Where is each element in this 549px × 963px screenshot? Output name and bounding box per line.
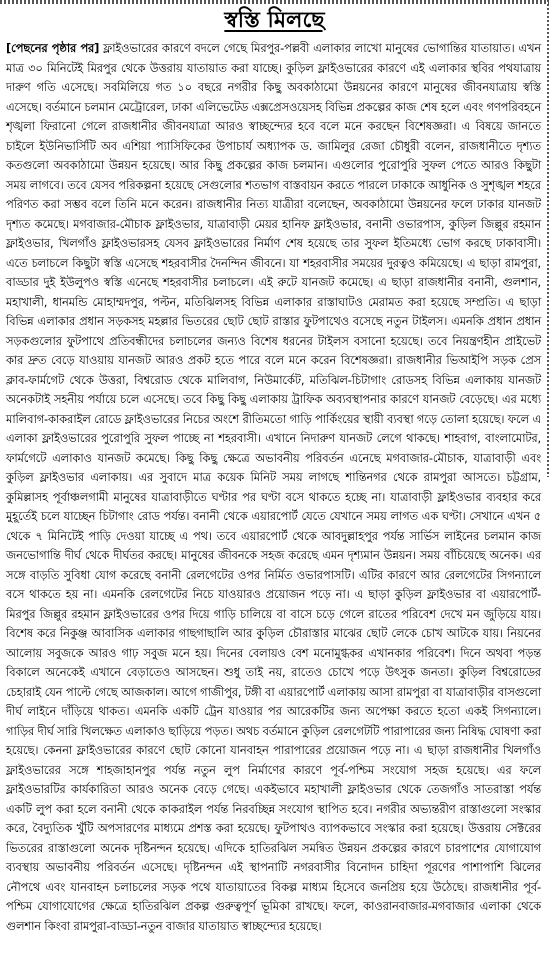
article-body bbox=[6, 39, 541, 936]
continued-from-back-page-label: [পেছনের পৃষ্ঠার পর] bbox=[6, 41, 100, 55]
article-headline: স্বস্তি মিলছে bbox=[224, 8, 325, 33]
top-dotted-separator bbox=[0, 0, 549, 4]
article-text: ফ্লাইওভারের কারণে বদলে গেছে মিরপুর-পল্লবী এলাকার লাখো মানুষের ভোগান্তির যাতায়াত। এখন মাত্র ৩০ মিনিটেই মিরপুর থেকে উত্তরায় যাতায়াত করা যাচ্ছে। কুড়িল ফ্লাইওভারের কারণে এই এলাকার স্থবির পথযাত্রায় দারুণ গতি এসেছে। সবমিলিয়ে গত ১০ বছরে নগরীর কিছু অবকাঠামো উন্নয়নের কারণে মানুষের জীবনযাত্রায় স্বস্তি এসেছে। বর্তমানে চলমান মেট্রোরেল, ঢাকা এলিভেটেড এক্সপ্রেসওয়েসহ বিভিন্ন প্রকল্পের কাজ শেষ হলে এবং গণপরিবহনে শৃঙ্খলা ফিরানো গেলে রাজধানীর জীবনযাত্রা আরও স্বাচ্ছন্দ্যের হবে বলে মনে করছেন বিশেষজ্ঞরা। এ বিষয়ে জানতে চাইলে ইউনিভার্সিটি অব এশিয়া প্যাসিফিকের উপাচার্য অধ্যাপক ড. জামিলুর রেজা চৌধুরী বলেন, রাজধানীতে দৃশ্যত কতগুলো অবকাঠামো উন্নয়ন হয়েছে। আর কিছু প্রকল্পের কাজ চলমান। এগুলোর পুরোপুরি সুফল পেতে আরও কিছুটা সময় লাগবে। তবে যেসব পরিকল্পনা হয়েছে সেগুলোর শতভাগ বাস্তবায়ন করতে পারলে ঢাকাকে আধুনিক ও সুশৃঙ্খল শহরে পরিণত করা সম্ভব বলে তিনি মনে করেন। রাজধানীর নিত্য যাত্রীরা বলেছেন, অবকাঠামো উন্নয়নের ফলে ঢাকার যানজট দৃশ্যত কমেছে। মগবাজার-মৌচাক ফ্লাইওভার, যাত্রাবাড়ী মেয়র হানিফ ফ্লাইওভার, বনানী ওভারপাস, কুড়িল জিল্লুর রহমান ফ্লাইওভার, খিলগাঁও ফ্লাইওভারসহ যেসব ফ্লাইওভারের নির্মাণ শেষ হয়েছে তার সুফল ইতিমধ্যে ভোগ করছে ঢাকাবাসী। এতে চলাচলে কিছুটা স্বস্তি এসেছে শহরবাসীর দৈনন্দিন জীবনে। যা শহরবাসীর সময়ের দুরত্বও কমিয়েছে। এ ছাড়া রামপুরা, বাড্ডার দুই ইউলুপও স্বস্তি এনেছে শহরবাসীর চলাচলে। এই রুটে যানজট কমেছে। এ ছাড়া রাজধানীর বনানী, গুলশান, মহাখালী, ধানমন্ডি মোহাম্মদপুর, পল্টন, মতিঝিলসহ বিভিন্ন এলাকার রাস্তাঘাটও মেরামত করা হয়েছে সম্প্রতি। এ ছাড়া বিভিন্ন এলাকার প্রধান সড়কসহ মহল্লার ভিতরের ছোট ছোট রাস্তার ফুটপাথেও বসেছে নতুন টাইলস। এমনকি প্রধান প্রধান সড়কগুলোর ফুটপাথে প্রতিবন্ধীদের চলাচলের জন্যও বিশেষ ধরনের টাইলস বসানো হয়েছে। তবে নিয়ন্ত্রণহীন প্রাইভেট কার দ্রুত বেড়ে যাওয়ায় যানজট আরও প্রকট হতে পারে বলে মনে করেন বিশেষজ্ঞরা। রাজধানীর ভিআইপি সড়ক প্রেস ক্লাব-ফার্মগেট থেকে উত্তরা, বিশ্বরোড থেকে মালিবাগ, নিউমার্কেট, মতিঝিল-চিটাগাং রোডসহ বিভিন্ন এলাকায় যানজট অনেকটাই সহনীয় পর্যায়ে চলে এসেছে। তবে কিছু কিছু এলাকায় ট্রাফিক অব্যবস্থাপনার কারণে যানজট বেড়েছে। এর মধ্যে মালিবাগ-কাকরাইল রোডে ফ্লাইওভারের নিচের অংশে রীতিমতো গাড়ি পার্কিংয়ের স্থায়ী ব্যবস্থা গড়ে তোলা হয়েছে। ফলে এ এলাকা ফ্লাইওভারের পুরোপুরি সুফল পাচ্ছে না শহরবাসী। এখানে নিদারুণ যানজট লেগে থাকছে। শাহবাগ, বাংলামোটর, ফার্মগেটে এলাকাও যানজট কমেছে। কিছু কিছু ক্ষেত্রে অভাবনীয় পরিবর্তন এনেছে মগবাজার-মৌচাক, যাত্রাবাড়ী এবং কুড়িল ফ্লাইওভার এলাকায়। এর সুবাদে মাত্র কয়েক মিনিট সময় লাগছে শান্তিনগর থেকে রামপুরা আসতে। চট্টগ্রাম, কুমিল্লাসহ পূর্বাঞ্চলগামী মানুষের যাত্রাবাড়ীতে ঘণ্টার পর ঘণ্টা বসে থাকতে হচ্ছে না। যাত্রাবাড়ী ফ্লাইওভার ব্যবহার করে মুহূর্তেই চলে যাচ্ছেন চিটাগাং রোড পর্যন্ত। বনানী থেকে এয়ারপোর্ট যেতে যেখানে সময় লাগত এক ঘণ্টা। সেখানে এখন ৫ থেকে ৭ মিনিটেই পাড়ি দেওয়া যাচ্ছে এ পথ। তবে এয়ারপোর্ট থেকে আবদুল্লাহপুর পর্যন্ত সার্ভিস লাইনের চলমান কাজ জনভোগান্তি দীর্ঘ থেকে দীর্ঘতর করছে। মানুষের জীবনকে সহজ করেছে এমন দৃশ্যমান উন্নয়ন। সময় বাঁচিয়েছে অনেক। এর সঙ্গে বাড়তি সুবিধা যোগ করেছে বনানী রেলগেটের ওপর নির্মিত ওভারপাসটি। এটির কারণে আর রেলগেটের সিগন্যালে বসে থাকতে হয় না। এমনকি রেলগেটের নিচে যাওয়ারও প্রয়োজন পড়ে না। এ ছাড়া কুড়িল ফ্লাইওভার বা এয়ারপোর্ট-মিরপুর জিল্লুর রহমান ফ্লাইওভারের ওপর দিয়ে গাড়ি চালিয়ে বা বাসে চড়ে গেলে রাতের পরিবেশ দেখে মন জুড়িয়ে যায়। বিশেষ করে নিকুঞ্জ আবাসিক এলাকার গাছগাছালি আর কুড়িল চৌরাস্তার মাঝের ছোট লেকে চোখ আটকে যায়। নিয়নের আলোয় সবুজকে আরও গাঢ় সবুজ মনে হয়। দিনের বেলায়ও বেশ মনোমুগ্ধকর এখানকার পরিবেশ। দিনে অথবা পড়ন্ত বিকালে অনেকেই এখানে বেড়াতেও আসছেন। শুধু তাই নয়, রাতেও চোখে পড়ে উৎসুক জনতা। কুড়িল বিশ্বরোডের চেহারাই যেন পাল্টে গেছে আজকাল। আগে গাজীপুর, টঙ্গী বা এয়ারপোর্ট এলাকায় আসা রামপুরা বা যাত্রাবাড়ীর বাসগুলো দীর্ঘ লাইনে দাঁড়িয়ে থাকত। এমনকি একটি ট্রেন যাওয়ার পর আরেকটির জন্য অপেক্ষা করতে হতো একই সিগন্যালে। গাড়ির দীর্ঘ সারি খিলক্ষেত এলাকাও ছাড়িয়ে পড়ত। অথচ বর্তমানে কুড়িল রেলগেটটি পারাপারের জন্য নিষিদ্ধ ঘোষণা করা হয়েছে। কেননা ফ্লাইওভারের কারণে ছোট কোনো যানবাহন পারাপারের প্রয়োজন পড়ে না। এ ছাড়া রাজধানীর খিলগাঁও ফ্লাইওভারের সঙ্গে শাহজাহানপুর পর্যন্ত নতুন লুপ নির্মাণের কারণে পূর্ব-পশ্চিম সংযোগ সহজ হয়েছে। এর ফলে ফ্লাইওভারটির কার্যকারিতা আরও অনেক বেড়ে গেছে। একইভাবে মহাখালী ফ্লাইওভার থেকে তেজগাঁও সাতরাস্তা পর্যন্ত একটি লুপ করা হলে বনানী থেকে কাকরাইল পর্যন্ত নিরবচ্ছিন্ন সংযোগ স্থাপিত হবে। নগরীর অভ্যন্তরীণ রাস্তাগুলো সংস্কার করে, বৈদ্যুতিক খুঁটি অপসারণের মাধ্যমে প্রশস্ত করা হয়েছে। ফুটপাথও ব্যাপকভাবে সংস্কার করা হয়েছে। উত্তরায় সেক্টরের ভিতরের রাস্তাগুলো অনেক দৃষ্টিনন্দন হয়েছে। এদিকে হাতিরঝিল সমন্বিত উন্নয়ন প্রকল্পের কারণে চারপাশের যোগাযোগ ব্যবস্থায় অভাবনীয় পরিবর্তন এসেছে। দৃষ্টিনন্দন এই স্থাপনাটি নগরবাসীর বিনোদন চাহিদা পূরণের পাশাপাশি ঝিলের নৌপথে এবং যানবাহন চলাচলের সড়ক পথে যাতায়াতের বিকল্প মাধ্যম হিসেবে জনপ্রিয় হয়ে উঠেছে। রাজধানীর পূর্ব-পশ্চিম যোগাযোগের ক্ষেত্রে হাতিরঝিল প্রকল্প গুরুত্বপূর্ণ ভূমিকা রাখছে। ফলে, কাওরানবাজার-মগবাজার এলাকা থেকে গুলশান কিংবা রামপুরা-বাড্ডা-নতুন বাজার যাতায়াত স্বাচ্ছন্দ্যের হয়েছে। bbox=[6, 41, 541, 933]
